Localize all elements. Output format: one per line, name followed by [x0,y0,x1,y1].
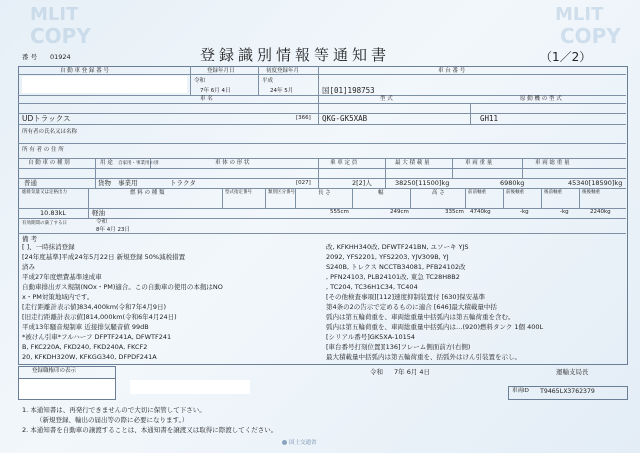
max-load-value: 38250[11500]kg [395,179,450,187]
gross-label: 車 両 総 重 量 [535,160,570,166]
remarks-line: [車台番号打刻位置][136]フレーム側面前方(右側) [326,343,471,351]
expiry-date: 8年 4月 23日 [96,227,130,233]
remarks-line: , PFN24103, PLB24101改, 東急 TC28H8B2 [326,273,460,281]
ministry-emblem-icon [282,440,287,445]
rf-axle-label: 後前軸重 [544,190,562,195]
chassis-number: 国[01]198753 [322,86,375,95]
office-seal-redacted [18,378,116,400]
reg-era: 令和 [194,78,206,84]
first-reg-label: 初度登録年月 [266,68,300,74]
engine-label: 原 動 機 の 型 式 [520,96,562,102]
office-seal-label: 登録職権印の表示 [32,368,77,374]
issue-era: 令和 [370,368,383,376]
remarks-line: 2092, YFS2201, YFS2203, YJV309B, YJ [326,253,449,261]
body-code: [027] [296,180,311,186]
ministry-logo [282,440,317,447]
gross-value: 45340[18590]kg [568,179,623,187]
bureau-name: 運輸支局長 [556,368,589,376]
rr-axle-value: 2240kg [590,209,611,215]
note-line: 1. 本通知書は、再発行できませんので大切に保管して下さい。 [22,406,206,414]
redacted-reg-no [22,76,187,93]
model-value: QKG-GK5XAB [322,114,368,123]
displacement-label: 総排気量又は定格出力 [22,190,67,195]
remarks-line: S240B, トレクス NCCTB34081, PFB24102改 [326,263,466,271]
remarks-line: [走行距離計表示値]834,400km(令和7年4月9日) [22,303,167,311]
watermark-copy: COPY [30,24,91,48]
remarks-line: [ ]、一時抹消登録 [22,243,75,251]
use-sub-label: 自家用・事業用の別 [118,161,159,166]
remarks-line: 平成27年度燃費基準達成車 [22,273,102,281]
vehicle-id-value: T9465LX3762379 [540,387,595,395]
remarks-line: [その他検査事項][112]速度抑制装置付 [630]保安基準 [326,293,486,301]
remarks-line: 最大積載量中括弧内は第五輪荷重を、括弧外はけん引装置を示し。 [326,353,521,361]
remarks-line: 自動車排出ガス規制(NOx・PM)適合。この自動車の使用の本拠はNO [22,283,223,291]
watermark-mlit: MLIT [555,4,604,25]
page-indicator: （1／2） [540,50,592,64]
remarks-line: [24年度基準]平成24年5月22日 新規登録 50%減税措置 [22,253,186,261]
capacity-label: 乗 車 定 員 [330,160,358,166]
width-label: 幅 [378,190,384,196]
ministry-name: 国土交通省 [289,440,317,446]
remarks-line: 平成13年騒音規制車 近接排気騒音値 99dB [22,323,149,331]
redacted-stamp [130,380,250,394]
first-reg-date: 24年 5月 [270,88,294,94]
ff-axle-value: 4740kg [470,209,491,215]
remarks-line: x・PM対策地域内です。 [22,293,94,301]
capacity-value: 2[2]人 [352,179,372,187]
remarks-line: [旧走行距離計表示値]814,000km(令和6年4月24日) [22,313,177,321]
fr-axle-value: -kg [520,209,529,215]
note-line: （新規登録、輸出の届出等の際に必要になります。） [36,416,189,424]
reg-date: 7年 6月 4日 [200,88,231,94]
remarks-line: , TC204, TC36H1C34, TC404 [326,283,418,291]
note-line: 2. 本通知書を自動車の譲渡することは、本通知書を譲渡又は取得に際渡してください。 [22,426,278,434]
first-reg-era: 平成 [262,78,274,84]
length-label: 長 さ [318,190,331,196]
maker-label: 車 名 [200,96,213,102]
reg-no-label: 自 動 車 登 録 番 号 [60,68,109,74]
class-label: 類別区分番号 [268,190,295,195]
issue-date: 7年 6月 4日 [394,368,431,376]
remarks-line: 改, KFKHH340改, DFWTF241BN, ユソーキ YJS [326,243,469,251]
use-value: 貨物 [98,179,111,187]
body-value: トラクタ [170,179,196,187]
remarks-line: 第4条の2の告示で定めるものに適合 [646]最大積載量中括 [326,303,497,311]
weight-label: 車 両 重 量 [465,160,493,166]
type-approval-label: 型式指定番号 [225,190,252,195]
engine-value: GH11 [480,114,499,123]
rr-axle-label: 後後軸重 [582,190,600,195]
expiry-era: 令和 [96,219,108,225]
max-load-label: 最 大 積 載 量 [395,160,430,166]
rf-axle-value: -kg [560,209,569,215]
expiry-label: 有効期間の満了する日 [22,221,67,226]
fuel-value: 軽油 [92,209,105,217]
kind-value: 普通 [24,179,37,187]
ff-axle-label: 前前軸重 [468,190,486,195]
owner-address-label: 所 有 者 の 住 所 [22,147,64,153]
weight-value: 6980kg [500,179,525,187]
fr-axle-label: 前後軸重 [506,190,524,195]
height-value: 335cm [445,209,464,215]
remarks-line: 弧内は第五輪荷重を、車両総重量中括弧内は第五輪荷重を含む。 [326,313,515,321]
remarks-label: 備 考 [22,235,38,243]
watermark-mlit: MLIT [30,4,79,25]
remarks-line: 弧内は第五輪荷重を、車両総重量中括弧内は…(920)燃料タンク 1個 400L [326,323,544,331]
vehicle-id-label: 車両ID [512,388,529,394]
height-label: 高 さ [432,190,445,196]
number-label: 番 号 [22,53,38,61]
body-label: 車 体 の 形 状 [215,160,250,166]
maker-name: UDトラックス [22,114,71,123]
remarks-line: [シリアル番号]GK5XA-10154 [326,333,416,341]
fuel-label: 燃 料 の 種 類 [130,190,165,196]
remarks-line: B, FKC220A, FKD240, FKD240A, FKCF2 [22,343,148,351]
reg-date-label: 登録年月日 [207,68,235,74]
chassis-label: 車 台 番 号 [438,68,466,74]
remarks-line: *被けん引車*フルハーフ DFPTF241A, DFWTF241 [22,333,172,341]
remarks-line: 済み [22,263,35,271]
business-value: 事業用 [118,179,138,187]
watermark-copy: COPY [560,24,621,48]
kind-label: 自 動 車 の 種 別 [28,160,70,166]
remarks-line: 20, KFKDH320W, KFKGG340, DFPDF241A [22,353,157,361]
width-value: 249cm [390,209,409,215]
owner-name-label: 所有者の氏名又は名称 [22,129,78,135]
length-value: 555cm [330,209,349,215]
model-label: 型 式 [380,96,393,102]
use-label: 用 途 [100,160,113,166]
displacement-value: 10.83kL [40,209,66,217]
number-value: 01924 [50,53,71,61]
model-code: [366] [296,115,311,121]
document-title: 登録識別情報等通知書 [200,46,391,64]
